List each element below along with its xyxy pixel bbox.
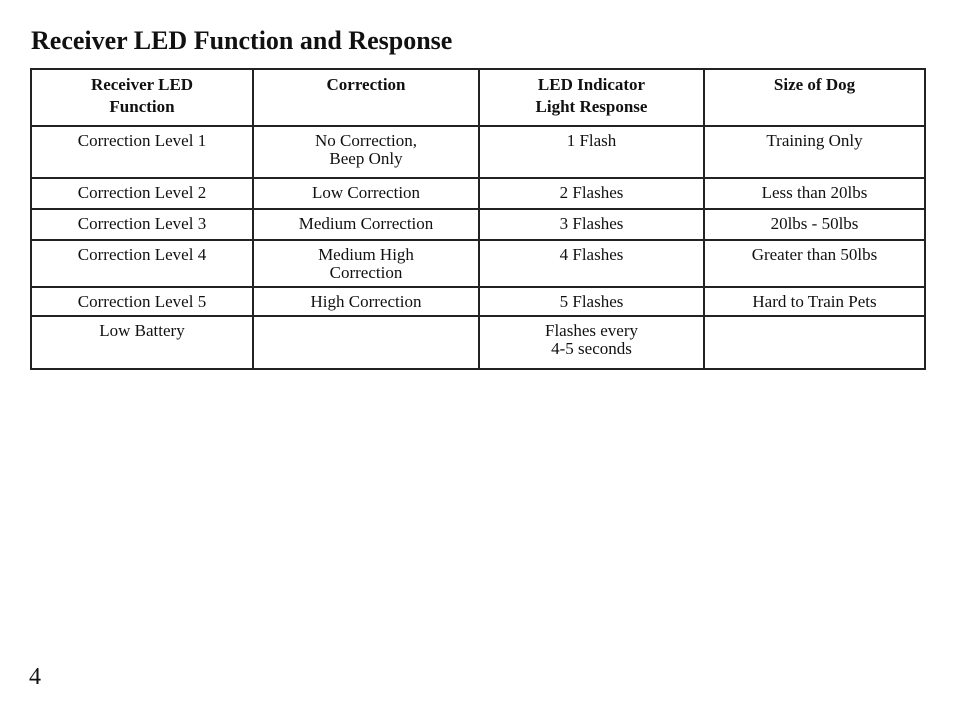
table-row	[31, 126, 925, 178]
header-led-indicator-light-response: LED Indicator Light Response	[479, 69, 704, 126]
cell-correction: Medium Correction	[253, 209, 479, 240]
cell-correction: No Correction, Beep Only	[253, 126, 479, 178]
table-row	[31, 178, 925, 209]
cell-correction: High Correction	[253, 287, 479, 316]
page-number: 4	[29, 664, 41, 690]
cell-dog-size: Greater than 50lbs	[704, 240, 925, 287]
cell-led-response: 2 Flashes	[479, 178, 704, 209]
cell-function: Correction Level 2	[31, 178, 253, 209]
page-title: Receiver LED Function and Response	[31, 26, 453, 55]
cell-function: Low Battery	[31, 316, 253, 369]
cell-led-response: 1 Flash	[479, 126, 704, 178]
table-row	[31, 287, 925, 316]
cell-dog-size: Hard to Train Pets	[704, 287, 925, 316]
table-row	[31, 316, 925, 369]
cell-dog-size: 20lbs - 50lbs	[704, 209, 925, 240]
cell-led-response: Flashes every 4-5 seconds	[479, 316, 704, 369]
header-correction: Correction	[253, 69, 479, 126]
cell-function: Correction Level 4	[31, 240, 253, 287]
cell-dog-size: Training Only	[704, 126, 925, 178]
table-row	[31, 209, 925, 240]
header-size-of-dog: Size of Dog	[704, 69, 925, 126]
cell-dog-size	[704, 316, 925, 369]
cell-function: Correction Level 1	[31, 126, 253, 178]
table-header-row	[31, 69, 925, 126]
cell-led-response: 3 Flashes	[479, 209, 704, 240]
cell-dog-size: Less than 20lbs	[704, 178, 925, 209]
cell-led-response: 4 Flashes	[479, 240, 704, 287]
cell-correction: Low Correction	[253, 178, 479, 209]
led-function-table	[30, 68, 926, 370]
table-row	[31, 240, 925, 287]
cell-led-response: 5 Flashes	[479, 287, 704, 316]
header-receiver-led-function: Receiver LED Function	[31, 69, 253, 126]
cell-function: Correction Level 5	[31, 287, 253, 316]
cell-correction: Medium High Correction	[253, 240, 479, 287]
cell-function: Correction Level 3	[31, 209, 253, 240]
cell-correction	[253, 316, 479, 369]
